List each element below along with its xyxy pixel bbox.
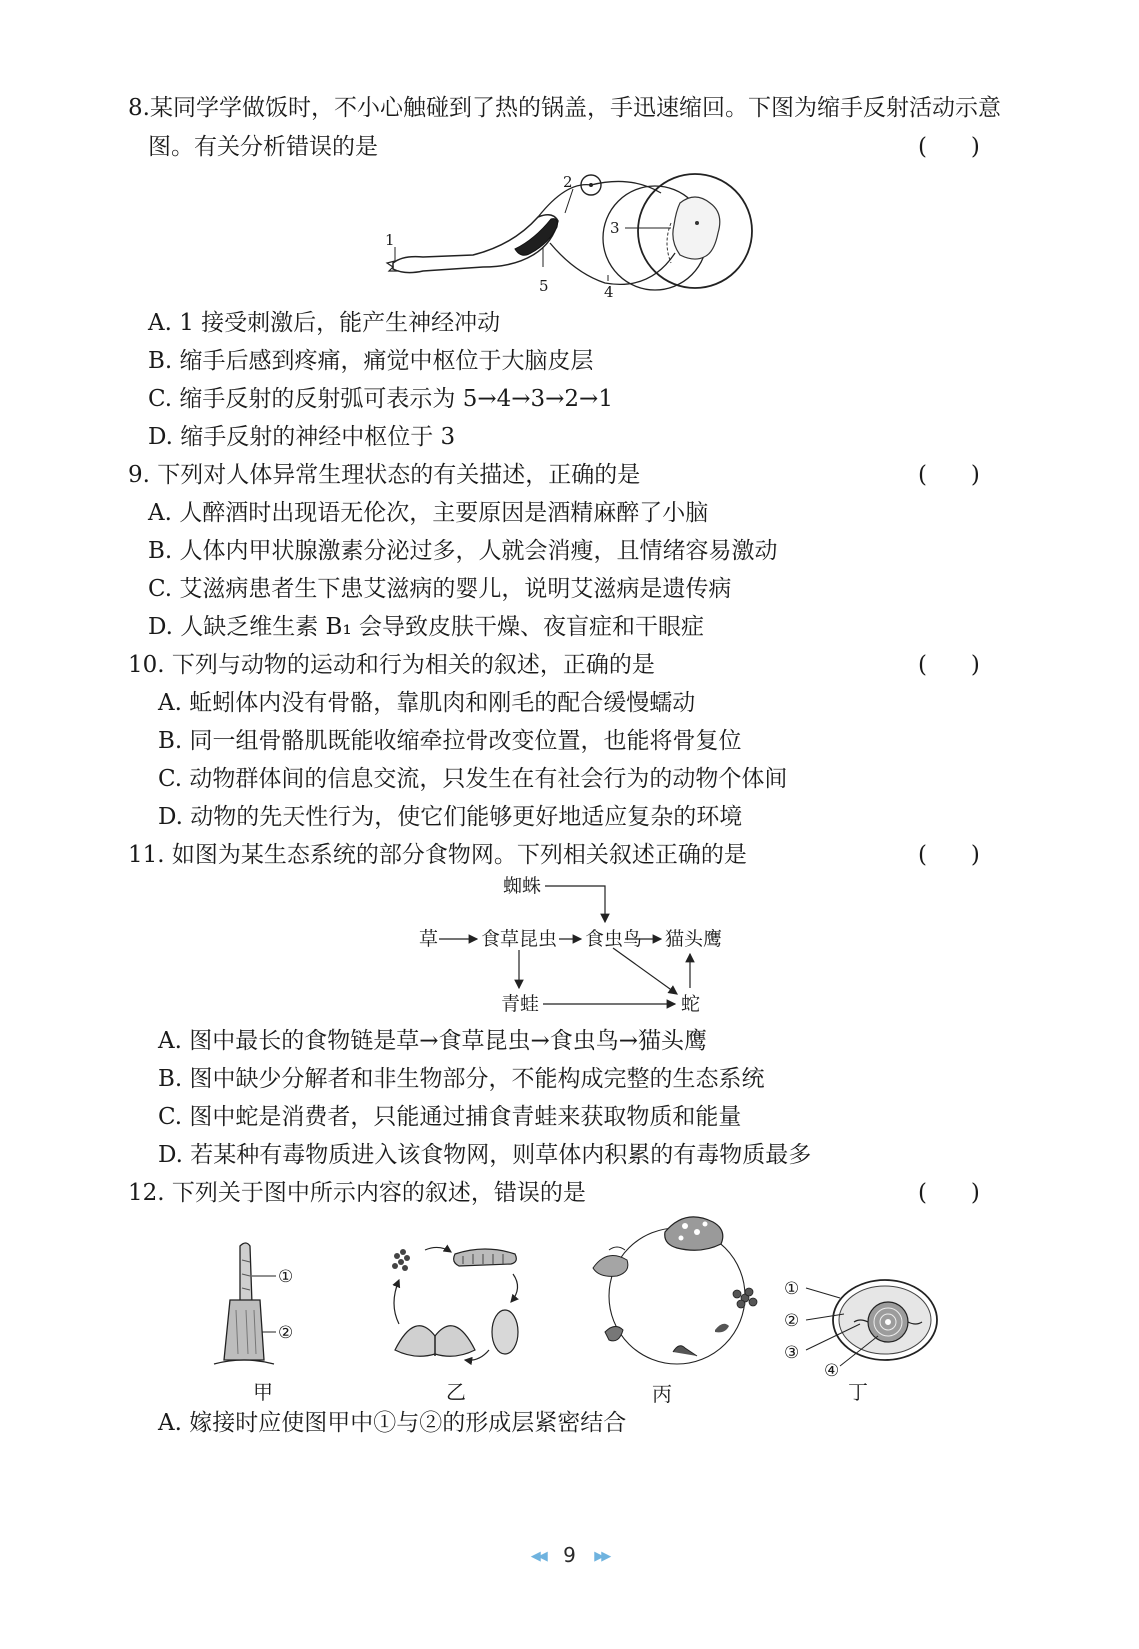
q9-option-d: D. 人缺乏维生素 B₁ 会导致皮肤干燥、夜盲症和干眼症 — [148, 614, 704, 640]
q8-stem-line1: 8.某同学学做饭时，不小心触碰到了热的锅盖，手迅速缩回。下图为缩手反射活动示意 — [128, 95, 1001, 121]
ding-label-2: ② — [784, 1311, 800, 1331]
food-web-figure — [415, 870, 735, 1020]
caption-ding: 丁 — [848, 1380, 868, 1404]
ding-label-1: ① — [784, 1279, 800, 1299]
ding-label-4: ④ — [824, 1361, 840, 1380]
q12-stem: 12. 下列关于图中所示内容的叙述，错误的是 — [128, 1180, 586, 1206]
page-number — [0, 1543, 1139, 1567]
reflex-label-4: 4 — [604, 283, 614, 301]
q9-option-c: C. 艾滋病患者生下患艾滋病的婴儿，说明艾滋病是遗传病 — [148, 576, 732, 602]
reflex-label-1: 1 — [385, 231, 395, 249]
q11-option-c: C. 图中蛇是消费者，只能通过捕食青蛙来获取物质和能量 — [158, 1104, 742, 1130]
q12-option-a: A. 嫁接时应使图甲中①与②的形成层紧密结合 — [158, 1410, 627, 1436]
q9-answer-paren: ( ) — [918, 462, 980, 488]
food-web-owl: 猫头鹰 — [665, 928, 723, 950]
caption-jia: 甲 — [253, 1380, 273, 1404]
jia-label-2: ② — [278, 1323, 294, 1343]
food-web-frog: 青蛙 — [501, 993, 540, 1015]
food-web-bird: 食虫鸟 — [585, 928, 643, 950]
reflex-label-3: 3 — [610, 219, 620, 237]
food-web-snake: 蛇 — [681, 993, 701, 1015]
page-number-text: 9 — [563, 1543, 576, 1567]
q9-stem: 9. 下列对人体异常生理状态的有关描述，正确的是 — [128, 462, 641, 488]
q11-option-b: B. 图中缺少分解者和非生物部分，不能构成完整的生态系统 — [158, 1066, 765, 1092]
q9-option-b: B. 人体内甲状腺激素分泌过多，人就会消瘦，且情绪容易激动 — [148, 538, 778, 564]
figure-yi-silkworm-cycle — [385, 1240, 535, 1370]
q8-option-c: C. 缩手反射的反射弧可表示为 5→4→3→2→1 — [148, 386, 613, 412]
q10-option-c: C. 动物群体间的信息交流，只发生在有社会行为的动物个体间 — [158, 766, 788, 792]
reflex-label-2: 2 — [563, 173, 573, 191]
food-web-spider: 蜘蛛 — [503, 875, 542, 897]
q10-stem: 10. 下列与动物的运动和行为相关的叙述，正确的是 — [128, 652, 655, 678]
q10-option-a: A. 蚯蚓体内没有骨骼，靠肌肉和刚毛的配合缓慢蠕动 — [158, 690, 696, 716]
q9-option-a: A. 人醉酒时出现语无伦次，主要原因是酒精麻醉了小脑 — [148, 500, 709, 526]
q11-stem: 11. 如图为某生态系统的部分食物网。下列相关叙述正确的是 — [128, 842, 747, 868]
q12-answer-paren: ( ) — [918, 1180, 980, 1206]
figure-jia-grafting — [210, 1240, 320, 1370]
ding-label-3: ③ — [784, 1343, 800, 1363]
q10-option-b: B. 同一组骨骼肌既能收缩牵拉骨改变位置，也能将骨复位 — [158, 728, 742, 754]
q8-option-a: A. 1 接受刺激后，能产生神经冲动 — [148, 310, 501, 336]
q8-stem-line2: 图。有关分析错误的是 — [148, 134, 378, 160]
figure-bing-frog-cycle — [585, 1212, 770, 1377]
q8-option-d: D. 缩手反射的神经中枢位于 3 — [148, 424, 456, 450]
caption-yi: 乙 — [446, 1380, 466, 1404]
food-web-grass: 草 — [419, 928, 439, 950]
food-web-insect: 食草昆虫 — [481, 928, 558, 950]
prev-arrows-icon: ◀◀ — [530, 1549, 545, 1564]
caption-bing: 丙 — [652, 1382, 672, 1406]
q8-option-b: B. 缩手后感到疼痛，痛觉中枢位于大脑皮层 — [148, 348, 594, 374]
q10-answer-paren: ( ) — [918, 652, 980, 678]
q10-option-d: D. 动物的先天性行为，使它们能够更好地适应复杂的环境 — [158, 804, 743, 830]
reflex-arc-figure — [375, 163, 755, 303]
jia-label-1: ① — [278, 1267, 294, 1287]
q11-answer-paren: ( ) — [918, 842, 980, 868]
q11-option-d: D. 若某种有毒物质进入该食物网，则草体内积累的有毒物质最多 — [158, 1142, 812, 1168]
figure-ding-egg — [778, 1270, 948, 1380]
reflex-label-5: 5 — [539, 277, 549, 295]
q8-answer-paren: ( ) — [918, 134, 980, 160]
q11-option-a: A. 图中最长的食物链是草→食草昆虫→食虫鸟→猫头鹰 — [158, 1028, 708, 1054]
next-arrows-icon: ▶▶ — [594, 1549, 609, 1564]
